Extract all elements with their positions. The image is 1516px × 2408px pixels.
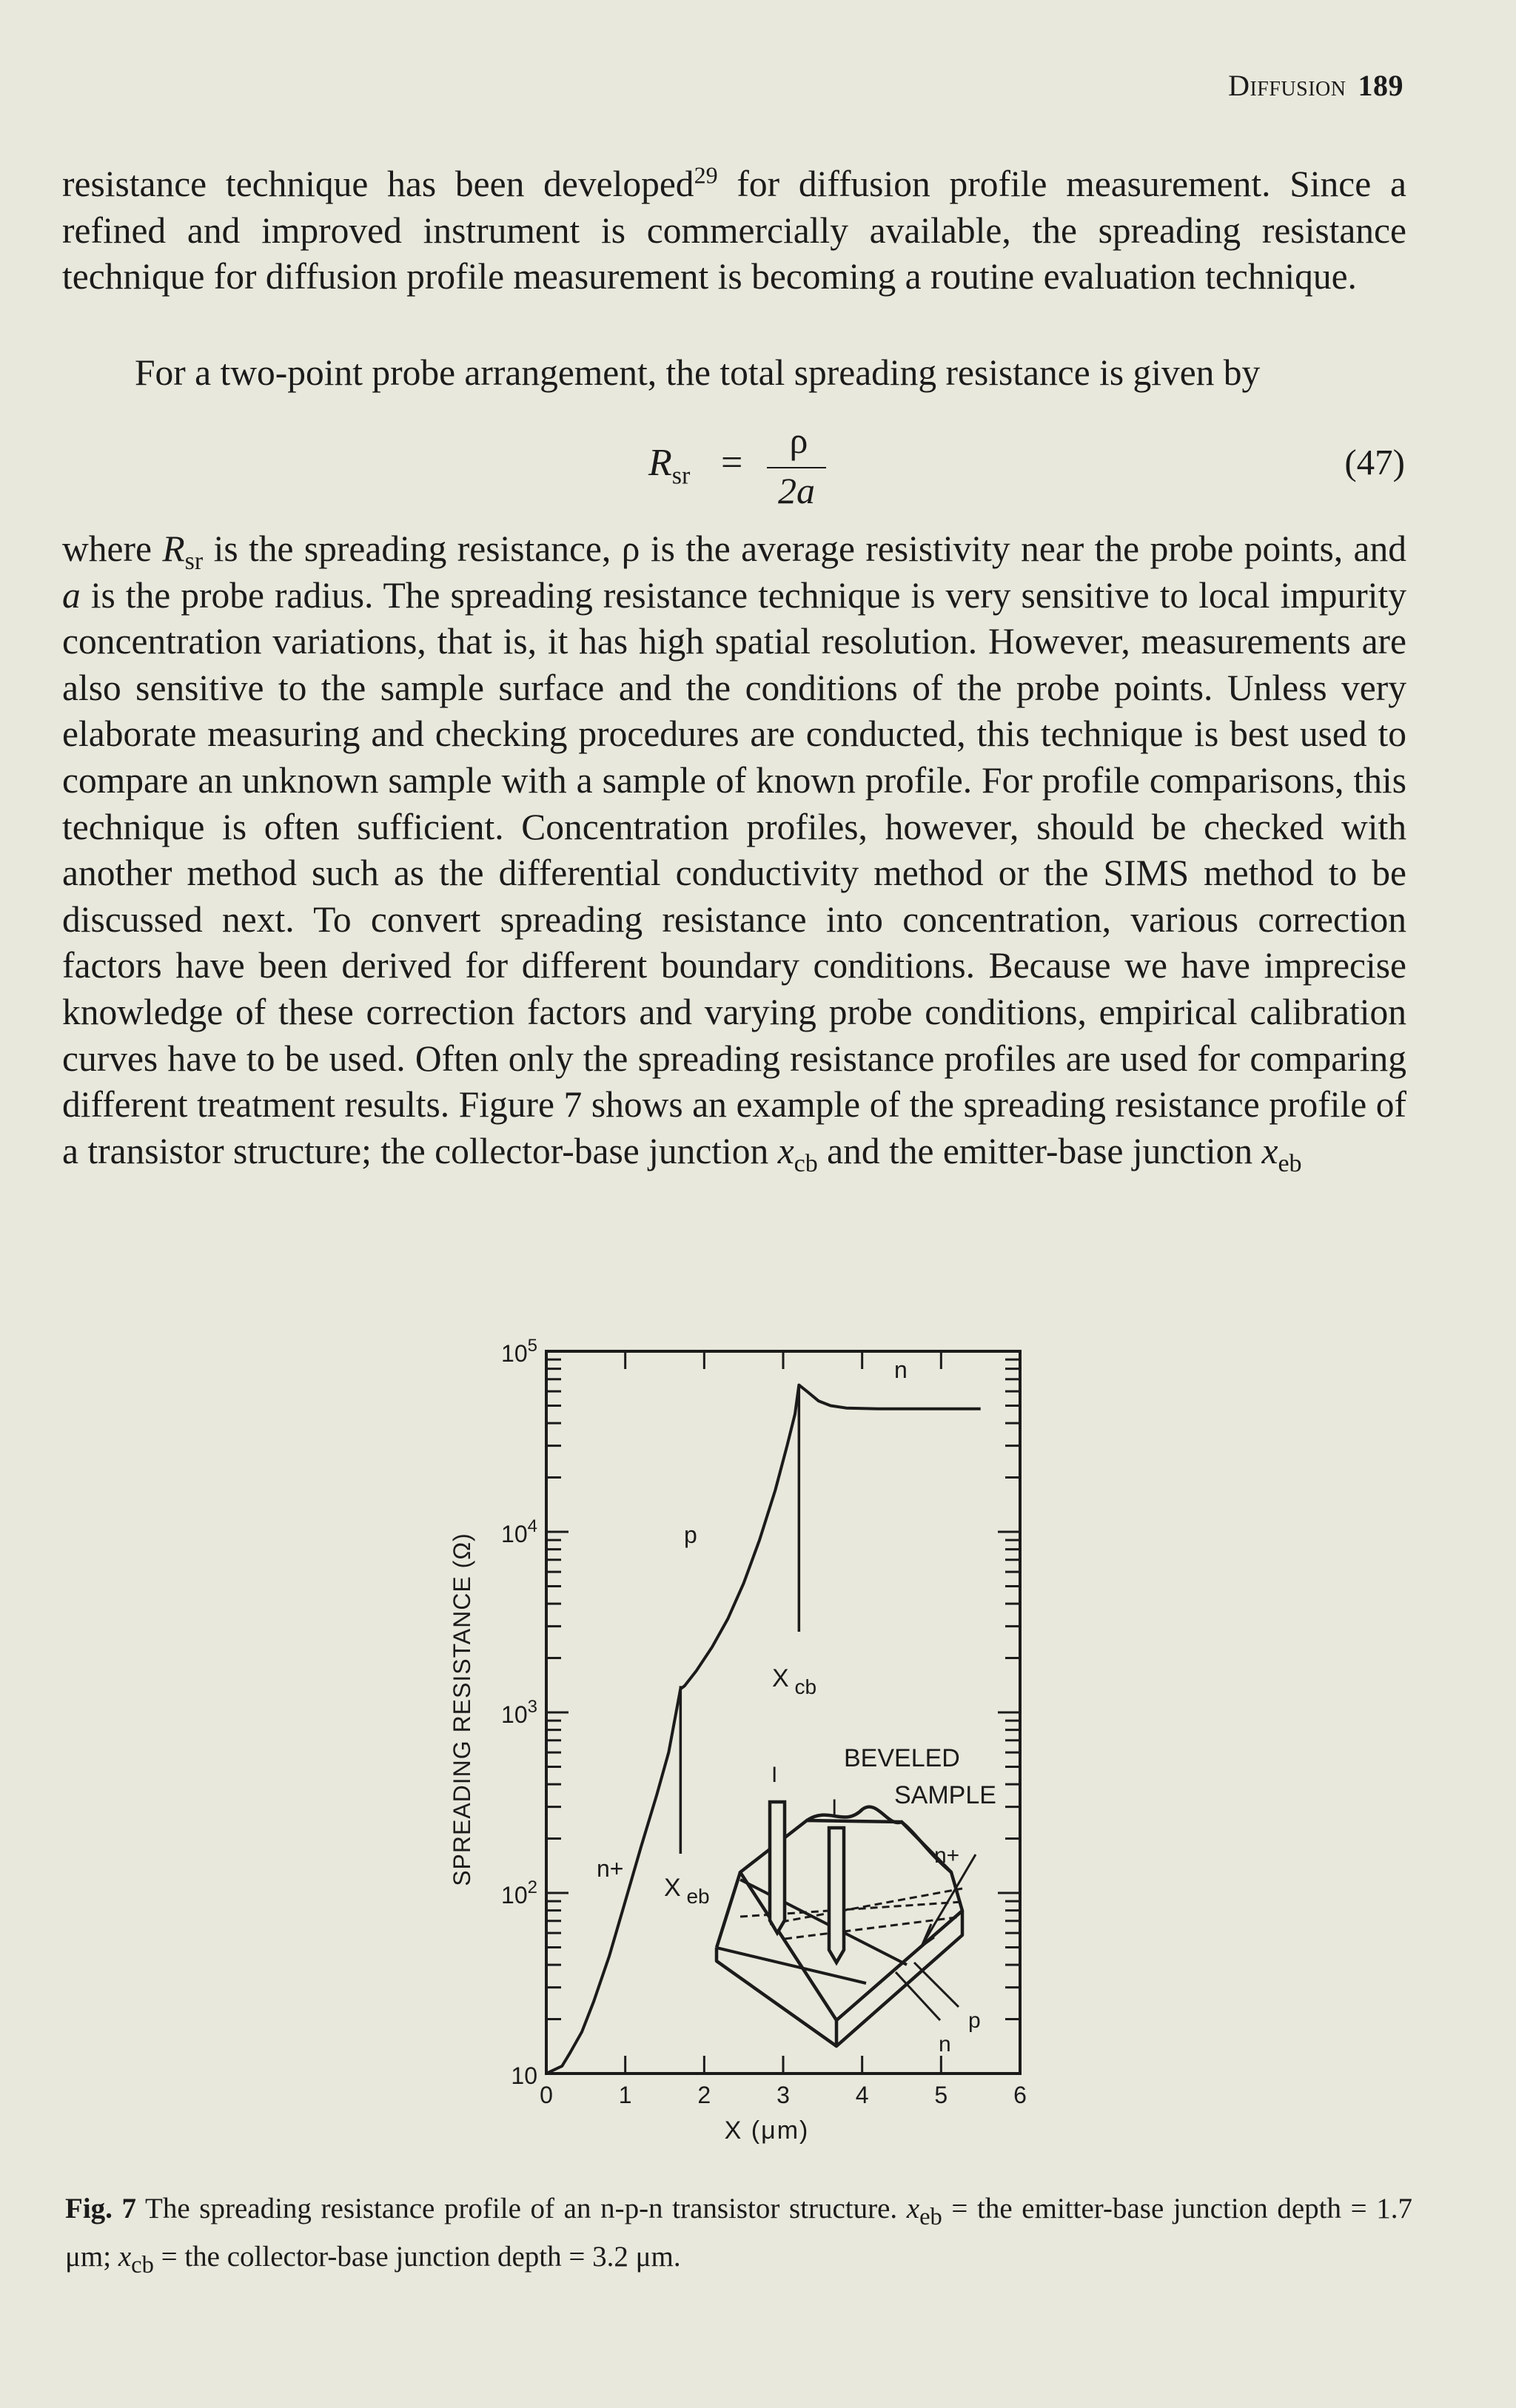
chart-annotations xyxy=(597,1356,908,1908)
x-tick-label: 2 xyxy=(697,2082,711,2108)
junction-label: X $_{cb}$ xyxy=(772,1664,817,1698)
p3-symbol-xeb-sub: eb xyxy=(1278,1149,1302,1177)
p3-text: and the emitter-base junction xyxy=(817,1130,1262,1171)
x-tick-labels xyxy=(540,2082,1027,2108)
inset-layer-label-p: p xyxy=(968,2008,981,2033)
x-tick-label: 1 xyxy=(618,2082,632,2108)
inset-probe-label-right: I xyxy=(831,1795,838,1820)
inset-layer-label-n: n xyxy=(939,2032,951,2056)
x-tick-label: 0 xyxy=(540,2082,553,2108)
p3-text: where xyxy=(62,528,163,569)
eq-lhs xyxy=(648,441,690,490)
caption-symbol-xcb: x xyxy=(118,2240,132,2273)
p3-text: is the probe radius. The spreading resistance technique is very sensitive to local impurity concentration variations, that is, it has high spatial resolution. However, measurements are also sensitive to the sample surface and the conditions of the probe points. Unless very elaborate measuring and checking procedures are conducted, this technique is best used to compare an unknown sample with a sample of known profile. For profile comparisons, this technique is often sufficient. Concentration profiles, however, should be checked with another method such as the differential conductivity method or the SIMS method to be discussed next. To convert spreading resistance into concentration, various correction factors have been derived for different boundary conditions. Because we have imprecise knowledge of these correction factors and varying probe conditions, empirical calibration curves have to be used. Often only the spreading resistance profiles are used for comparing different treatment results. Figure 7 shows an example of the spreading resistance profile of a transistor structure; the collector-base junction xyxy=(62,574,1406,1171)
y-tick-label: $10^5$ xyxy=(501,1336,537,1367)
reference-29: 29 xyxy=(694,161,718,189)
region-label: p xyxy=(684,1521,697,1548)
x-tick-label: 5 xyxy=(934,2082,948,2108)
p3-symbol-r-sub: sr xyxy=(184,547,204,575)
x-tick-label: 4 xyxy=(855,2082,869,2108)
region-label: n+ xyxy=(597,1855,624,1882)
x-tick-label: 3 xyxy=(777,2082,790,2108)
p3-text: is the spreading resistance, ρ is the average resistivity near the probe points, and xyxy=(203,528,1406,569)
paragraph-1 xyxy=(62,161,1406,300)
beveled-sample-inset xyxy=(717,1744,996,2056)
p1-text-cont: for diffusion profile measurement. Since a refined and improved instrument is commercially available, the spreading resistance technique for diffusion profile measurement is becoming a routine evaluation technique. xyxy=(62,164,1406,297)
y-tick-label: 10 xyxy=(511,2062,537,2089)
caption-text: = the collector-base junction depth = 3.2 μm. xyxy=(153,2240,681,2273)
eq-numerator: ρ xyxy=(789,420,808,461)
caption-symbol-xeb-sub: eb xyxy=(919,2203,942,2230)
spreading-resistance-chart xyxy=(0,1302,1516,2168)
y-tick-label: $10^4$ xyxy=(501,1516,537,1547)
eq-lhs-symbol: R xyxy=(648,442,672,484)
caption-text: = the emitter-base junction depth = 1.7 μm; xyxy=(65,2193,1412,2273)
junction-label: X $_{eb}$ xyxy=(664,1874,710,1908)
p3-symbol-xeb: x xyxy=(1261,1130,1278,1171)
series-line xyxy=(546,1385,981,2074)
p3-symbol-xcb: x xyxy=(777,1130,794,1171)
inset-title-line2: SAMPLE xyxy=(894,1781,996,1809)
profile-curve xyxy=(546,1385,981,2074)
inset-leader-lines xyxy=(896,1854,976,2020)
paragraph-2: For a two-point probe arrangement, the total spreading resistance is given by xyxy=(135,352,1261,393)
region-label: n xyxy=(894,1356,908,1383)
inset-title-line1: BEVELED xyxy=(844,1744,960,1772)
eq-denominator: 2a xyxy=(778,470,815,511)
figure-7 xyxy=(0,1302,1516,2172)
page-number: 189 xyxy=(1358,69,1403,102)
caption-symbol-xeb: x xyxy=(906,2193,920,2224)
eq-lhs-subscript: sr xyxy=(671,462,691,490)
inset-layer-label-nplus: n+ xyxy=(934,1843,960,1868)
y-tick-labels xyxy=(501,1336,537,2089)
x-tick-label: 6 xyxy=(1013,2082,1027,2108)
p1-text: resistance technique has been developed xyxy=(62,164,694,204)
inset-bevel-face xyxy=(717,1880,907,1983)
eq-number: (47) xyxy=(1344,442,1405,482)
y-axis-label: SPREADING RESISTANCE (Ω) xyxy=(449,1533,475,1886)
figure-caption xyxy=(65,2189,1412,2285)
y-tick-label: $10^2$ xyxy=(501,1877,537,1908)
caption-text: The spreading resistance profile of an n-p-n transistor structure. xyxy=(145,2193,907,2224)
caption-label: Fig. 7 xyxy=(65,2193,137,2224)
inset-probe-left xyxy=(770,1802,785,1933)
p3-symbol-xcb-sub: cb xyxy=(794,1149,818,1177)
section-title: Diffusion xyxy=(1228,69,1346,102)
inset-probe-right xyxy=(829,1828,844,1963)
p3-symbol-r: R xyxy=(162,528,185,569)
y-tick-label: $10^3$ xyxy=(501,1697,537,1728)
eq-equals: = xyxy=(721,442,743,484)
eq-fraction-bar xyxy=(767,467,826,468)
p3-symbol-a: a xyxy=(62,574,81,616)
equation-47 xyxy=(0,420,1516,517)
paragraph-3 xyxy=(62,526,1406,1177)
caption-symbol-xcb-sub: cb xyxy=(131,2251,154,2278)
x-axis-label: X (μm) xyxy=(724,2116,810,2145)
running-header xyxy=(1228,68,1403,103)
inset-probe-label-left: I xyxy=(771,1763,778,1787)
